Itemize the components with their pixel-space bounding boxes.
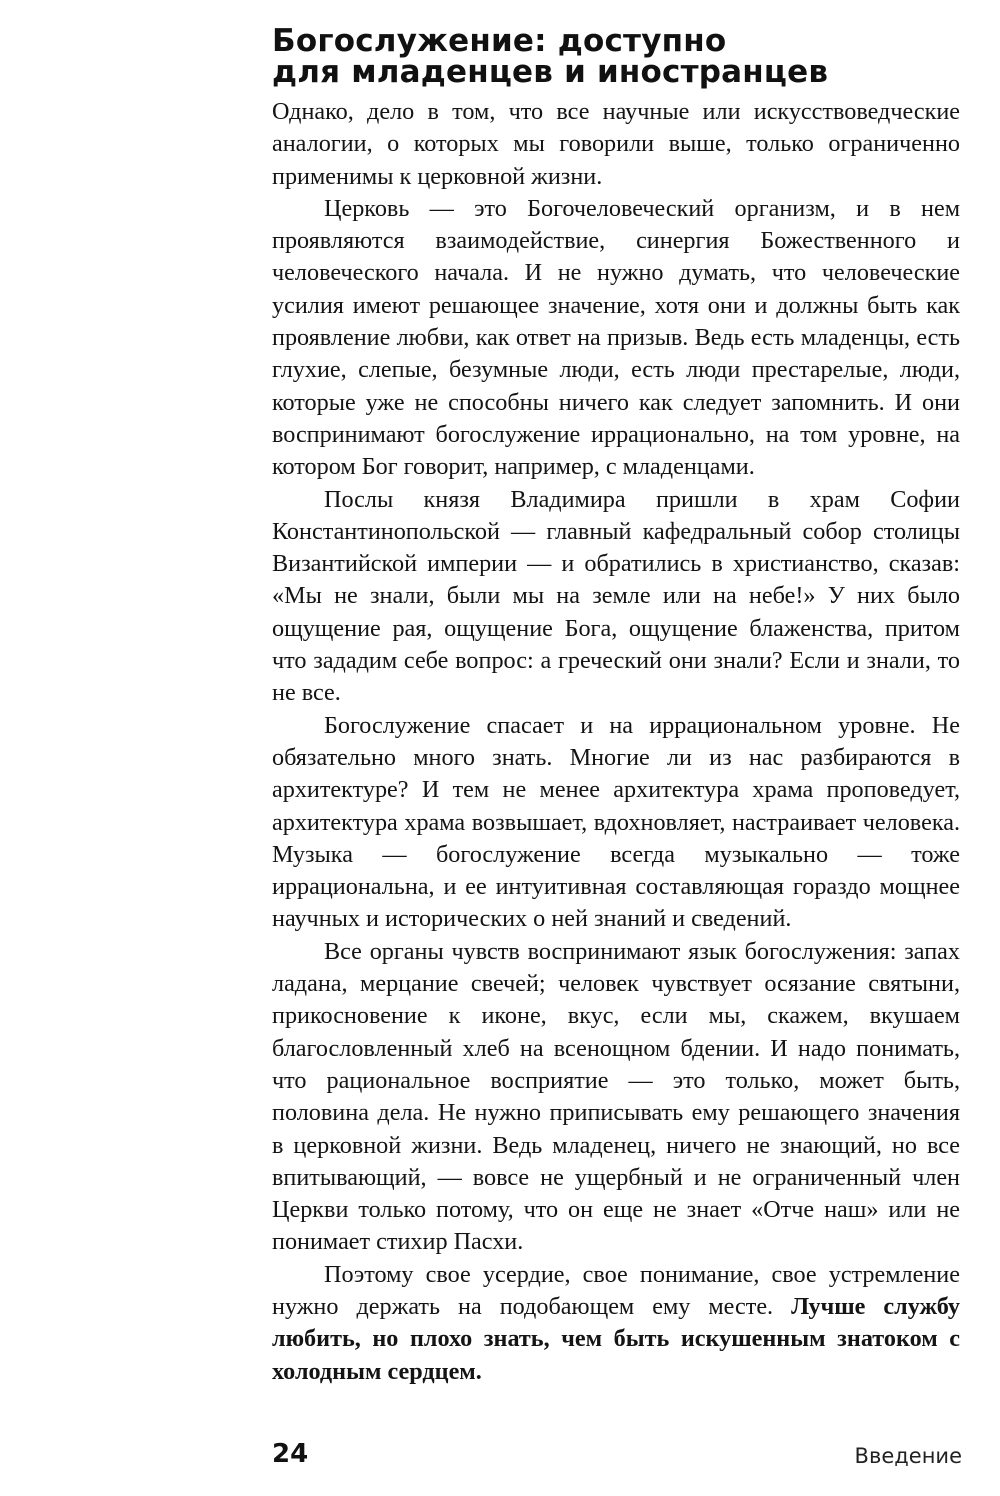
page-content [272,23,960,1388]
emphasized-conclusion: Лучше службу любить, но плохо знать, чем быть искушенным знатоком с холодным сердцем. [272,1292,960,1385]
page-title [272,23,960,90]
paragraph: Послы князя Владимира пришли в храм Софии Константинопольской — главный кафедральный собор столицы Византийской империи — и обратились в христианство, сказав: «Мы не знали, были мы на земле или на небе!» У них было ощущение рая, ощущение Бога, ощущение блаженства, притом что зададим себе вопрос: а греческий они знали? Если и знали, то не все. [272,485,960,707]
page-title-line-2: для младенцев и иностранцев [272,54,829,90]
paragraph: Все органы чувств воспринимают язык богослужения: запах ладана, мерцание свечей; человек чувствует осязание святыни, прикосновение к иконе, вкус, если мы, скажем, вкушаем благословленный хлеб на всенощном бдении. И надо понимать, что рациональное восприятие — это только, может быть, половина дела. Не нужно приписывать ему решающего значения в церковной жизни. Ведь младенец, ничего не знающий, но все впитывающий, — вовсе не ущербный и не ограниченный член Церкви только потому, что он еще не знает «Отче наш» или не понимает стихир Пасхи. [272,937,960,1256]
paragraph: Церковь — это Богочеловеческий организм, и в нем проявляются взаимодействие, синергия Божественного и человеческого начала. И не нужно думать, что человеческие усилия имеют решающее значение, хотя они и должны быть как проявление любви, как ответ на призыв. Ведь есть младенцы, есть глухие, слепые, безумные люди, есть люди престарелые, люди, которые уже не способны ничего как следует запомнить. И они воспринимают богослужение иррационально, на том уровне, на котором Бог говорит, например, с младенцами. [272,194,960,481]
page-footer [272,1434,962,1474]
running-footer-section: Введение [854,1444,962,1468]
paragraph [272,1259,960,1388]
page-title-line-1: Богослужение: доступно [272,23,727,59]
paragraph: Однако, дело в том, что все научные или искусствоведческие аналогии, о которых мы говорили выше, только ограниченно применимы к церковной жизни. [272,98,960,190]
paragraph: Богослужение спасает и на иррациональном уровне. Не обязательно много знать. Многие ли из нас разбираются в архитектуре? И тем не менее архитектура храма проповедует, архитектура храма возвышает, вдохновляет, настраивает человека. Музыка — богослужение всегда музыкально — тоже иррациональна, и ее интуитивная составляющая гораздо мощнее научных и исторических о ней знаний и сведений. [272,711,960,933]
paragraph-text: Поэтому свое усердие, свое понимание, свое устремление нужно держать на подобающем ему месте. [272,1260,960,1320]
page-number: 24 [272,1439,309,1469]
body-text [272,96,960,1388]
